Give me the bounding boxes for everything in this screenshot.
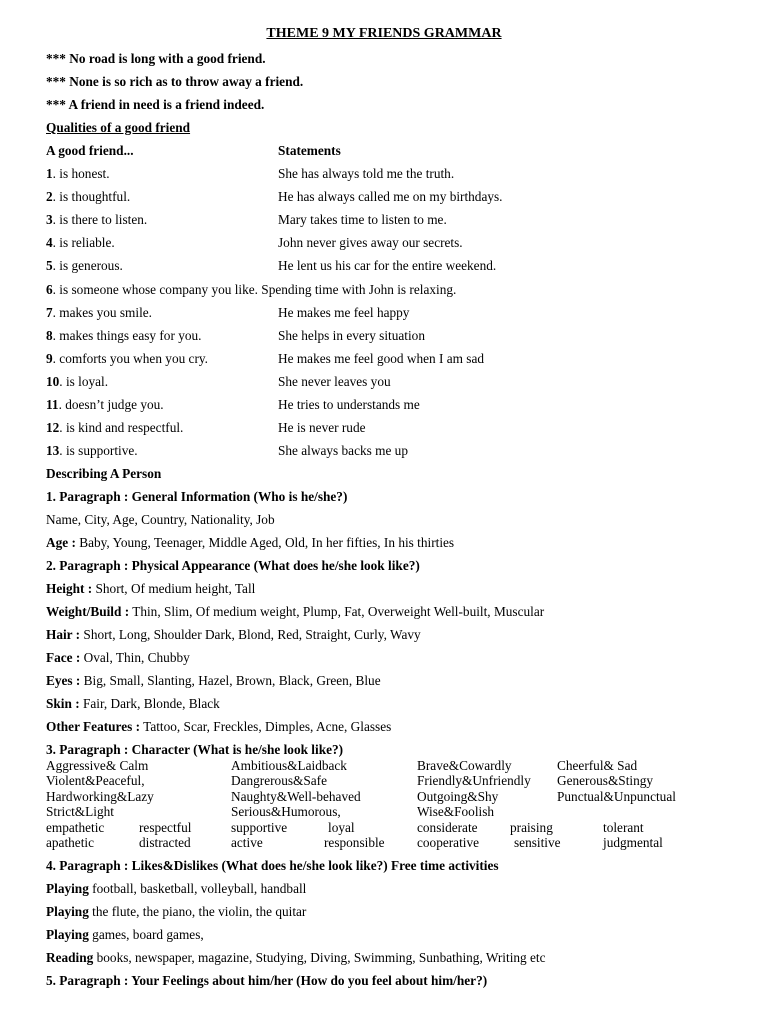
activity-verb: Playing (46, 927, 89, 942)
quality-statement: John never gives away our secrets. (278, 235, 463, 251)
character-word: judgmental (603, 835, 663, 851)
quote-2: *** None is so rich as to throw away a friend. (46, 74, 304, 89)
character-pair: Serious&Humorous, (231, 803, 341, 819)
quality-text: . is there to listen. (52, 212, 148, 228)
physical-label: Eyes : (46, 673, 81, 688)
physical-line (46, 696, 748, 712)
quote-3: *** A friend in need is a friend indeed. (46, 97, 265, 112)
activity-line (46, 950, 748, 966)
activity-items: football, basketball, volleyball, handball (88, 881, 307, 896)
quality-statement: She has always told me the truth. (278, 166, 455, 181)
character-pair: Cheerful& Sad (557, 758, 638, 773)
describing-heading: Describing A Person (46, 466, 162, 481)
quality-text: . makes you smile. (52, 304, 152, 320)
age-label: Age : (46, 535, 76, 550)
quality-number: 5 (46, 258, 53, 274)
physical-label: Height : (46, 581, 93, 596)
quality-text: . makes things easy for you. (52, 327, 202, 343)
paragraph-3-heading: 3. Paragraph : Character (What is he/she look like?) (46, 742, 344, 757)
physical-label: Skin : (46, 696, 80, 711)
quality-text: . is someone whose company you like. Spending time with John is relaxing. (52, 281, 457, 297)
quality-statement: She helps in every situation (278, 327, 425, 343)
activity-line (46, 881, 748, 897)
character-pair: Strict&Light (46, 803, 114, 819)
quality-row (46, 235, 115, 251)
character-pair: Violent&Peaceful, (46, 773, 145, 789)
character-pair: Outgoing&Shy (417, 788, 499, 804)
physical-line (46, 627, 748, 643)
physical-values: Big, Small, Slanting, Hazel, Brown, Black, Green, Blue (80, 673, 381, 688)
quality-statement: He has always called me on my birthdays. (278, 189, 503, 205)
general-info-line: Name, City, Age, Country, Nationality, Job (46, 512, 275, 527)
quality-number: 2 (46, 189, 53, 205)
physical-line (46, 604, 748, 620)
quality-number: 11 (46, 397, 59, 412)
physical-line (46, 673, 748, 689)
quality-row (46, 443, 138, 459)
qualities-heading: Qualities of a good friend (46, 120, 191, 135)
quality-text: . comforts you when you cry. (52, 350, 208, 366)
quality-number: 6 (46, 281, 53, 297)
quality-statement: He is never rude (278, 420, 366, 436)
age-values: Baby, Young, Teenager, Middle Aged, Old, In her fifties, In his thirties (75, 535, 455, 550)
quality-row (46, 328, 201, 344)
quality-text: . doesn’t judge you. (58, 397, 164, 412)
character-word: loyal (328, 820, 355, 835)
quality-text: . is reliable. (52, 235, 115, 251)
activity-verb: Playing (46, 881, 89, 896)
quality-row (46, 374, 108, 390)
quality-number: 12 (46, 420, 60, 436)
paragraph-2-heading: 2. Paragraph : Physical Appearance (What does he/she look like?) (46, 558, 420, 573)
paragraph-1-heading: 1. Paragraph : General Information (Who is he/she?) (46, 489, 348, 504)
physical-line (46, 650, 748, 666)
quality-number: 10 (46, 373, 60, 389)
physical-values: Short, Long, Shoulder Dark, Blond, Red, Straight, Curly, Wavy (80, 627, 421, 642)
character-word: apathetic (46, 835, 94, 851)
physical-label: Face : (46, 650, 81, 665)
physical-label: Hair : (46, 627, 81, 642)
quality-text: . is generous. (52, 258, 123, 274)
quality-statement: He makes me feel good when I am sad (278, 350, 485, 366)
physical-line (46, 719, 748, 735)
quality-text: . is thoughtful. (52, 189, 131, 205)
quality-text: . is honest. (52, 166, 110, 181)
character-pair: Dangrerous&Safe (231, 773, 327, 789)
quality-statement: He lent us his car for the entire weekend. (278, 258, 497, 274)
character-word: praising (510, 820, 553, 835)
physical-label: Weight/Build : (46, 604, 130, 619)
quality-statement: She never leaves you (278, 373, 391, 389)
activity-line (46, 904, 748, 920)
quality-text: . is supportive. (59, 443, 138, 459)
activity-verb: Reading (46, 950, 94, 965)
physical-values: Oval, Thin, Chubby (80, 650, 190, 665)
age-line (46, 535, 748, 551)
quality-row (46, 420, 183, 436)
character-pair: Ambitious&Laidback (231, 758, 347, 773)
character-pair: Wise&Foolish (417, 803, 495, 819)
quality-row (46, 397, 164, 413)
activity-items: games, board games, (88, 927, 204, 942)
paragraph-5-heading: 5. Paragraph : Your Feelings about him/her (How do you feel about him/her?) (46, 973, 488, 988)
character-pair: Generous&Stingy (557, 773, 654, 789)
paragraph-4-heading: 4. Paragraph : Likes&Dislikes (What does he/she look like?) Free time activities (46, 858, 499, 873)
quality-row (46, 166, 110, 182)
quality-number: 3 (46, 212, 53, 228)
activity-items: the flute, the piano, the violin, the quitar (88, 904, 307, 919)
character-word: cooperative (417, 835, 480, 851)
character-word: supportive (231, 820, 288, 835)
activity-line (46, 927, 748, 943)
character-word: active (231, 835, 263, 851)
qualities-col-right-header: Statements (278, 143, 341, 158)
activity-verb: Playing (46, 904, 89, 919)
character-word: empathetic (46, 820, 105, 835)
qualities-col-left-header: A good friend... (46, 143, 134, 158)
quality-number: 4 (46, 235, 53, 251)
character-word: responsible (324, 835, 385, 851)
character-word: sensitive (514, 835, 561, 851)
page-title: THEME 9 MY FRIENDS GRAMMAR (266, 26, 502, 41)
quality-number: 13 (46, 443, 60, 459)
physical-label: Other Features : (46, 719, 141, 734)
character-word: respectful (139, 820, 192, 835)
quality-row (46, 305, 152, 321)
quality-number: 8 (46, 327, 53, 343)
quality-number: 7 (46, 304, 53, 320)
quality-row (46, 351, 208, 367)
quality-text: . is loyal. (59, 373, 109, 389)
physical-values: Thin, Slim, Of medium weight, Plump, Fat, Overweight Well-built, Muscular (129, 604, 545, 619)
physical-values: Short, Of medium height, Tall (92, 581, 256, 596)
physical-values: Tattoo, Scar, Freckles, Dimples, Acne, Glasses (140, 719, 392, 734)
quality-statement: Mary takes time to listen to me. (278, 212, 447, 228)
quality-row (46, 212, 147, 228)
activity-items: books, newspaper, magazine, Studying, Diving, Swimming, Sunbathing, Writing etc (93, 950, 546, 965)
physical-values: Fair, Dark, Blonde, Black (79, 696, 220, 711)
quality-statement: He tries to understands me (278, 397, 420, 412)
character-pair: Naughty&Well-behaved (231, 788, 361, 804)
character-pair: Hardworking&Lazy (46, 788, 154, 804)
character-pair: Friendly&Unfriendly (417, 773, 531, 789)
physical-line (46, 581, 748, 597)
character-word: tolerant (603, 820, 644, 835)
quality-statement: She always backs me up (278, 443, 408, 459)
character-word: considerate (417, 820, 478, 835)
character-word: distracted (139, 835, 191, 851)
character-pair: Aggressive& Calm (46, 758, 149, 773)
character-pair: Brave&Cowardly (417, 758, 512, 773)
quality-row (46, 282, 456, 298)
quality-statement: He makes me feel happy (278, 304, 410, 320)
quality-row (46, 189, 130, 205)
quality-number: 1 (46, 166, 53, 181)
quote-1: *** No road is long with a good friend. (46, 51, 266, 66)
quality-row (46, 258, 123, 274)
quality-text: . is kind and respectful. (59, 420, 184, 436)
character-pair: Punctual&Unpunctual (557, 788, 676, 804)
quality-number: 9 (46, 350, 53, 366)
